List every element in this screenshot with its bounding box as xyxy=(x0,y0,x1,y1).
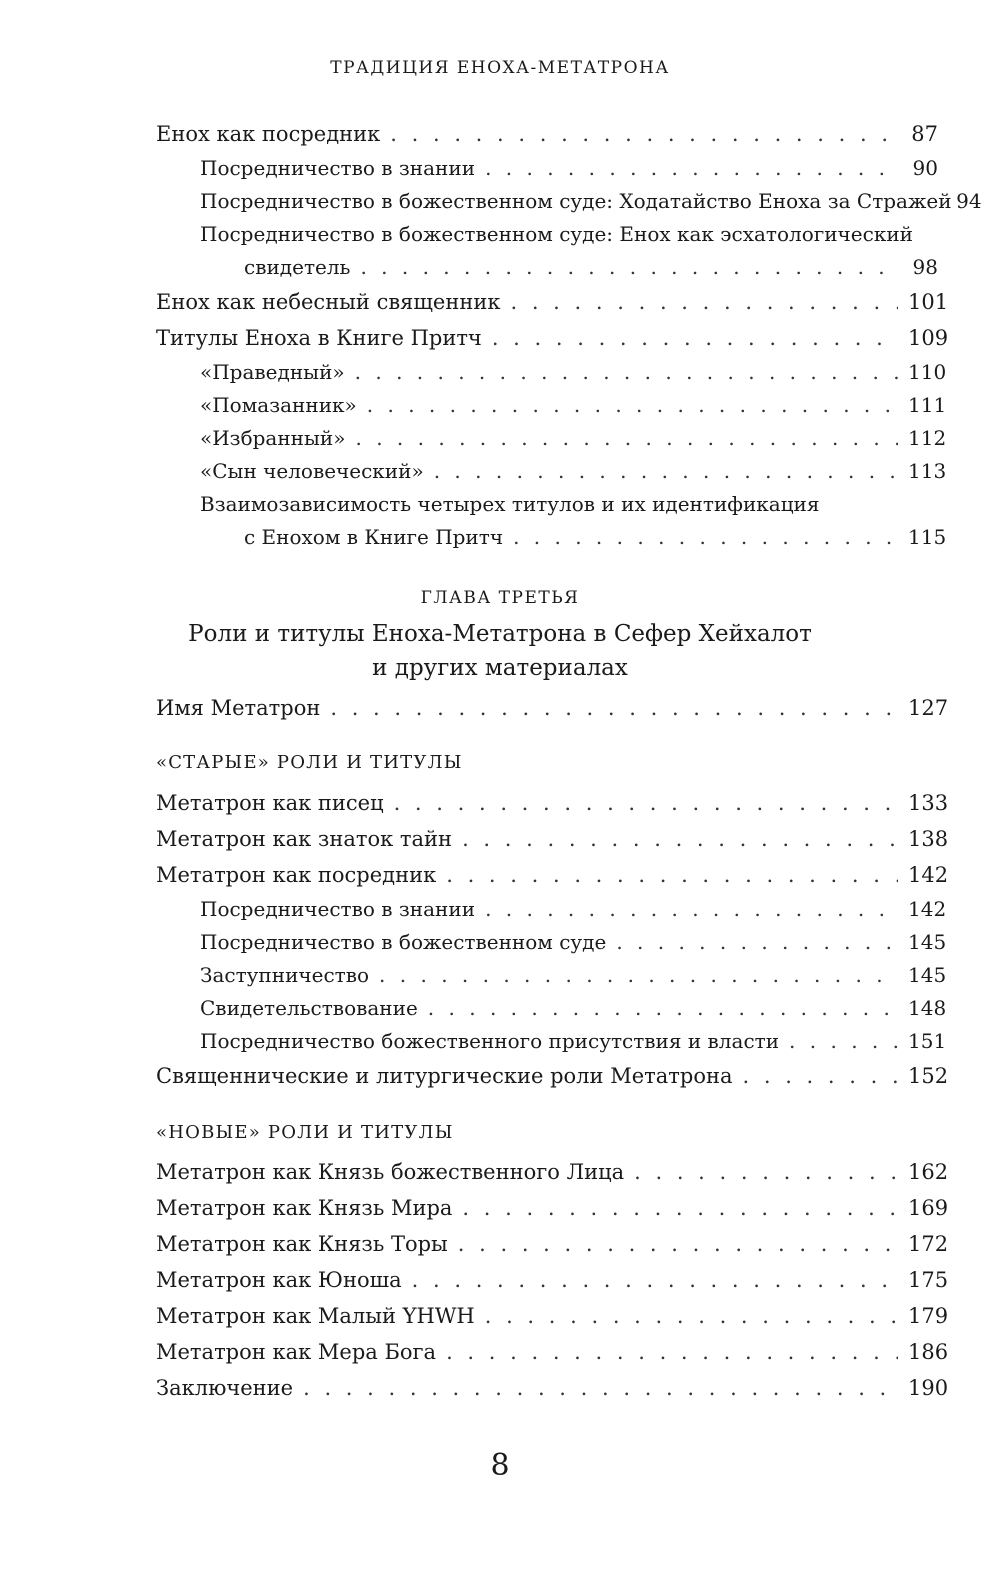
toc-entry-page: 190 xyxy=(908,1376,949,1400)
toc-leader-dots xyxy=(412,1262,898,1298)
toc-leader-dots xyxy=(446,1334,898,1370)
toc-leader-dots xyxy=(462,821,898,857)
toc-leader-dots xyxy=(462,1190,898,1226)
toc-section-new-roles xyxy=(156,1154,949,1406)
toc-leader-dots xyxy=(330,690,898,726)
toc-entry[interactable] xyxy=(156,1262,949,1298)
toc-entry-page: 169 xyxy=(908,1196,949,1220)
toc-entry-page: 148 xyxy=(908,996,947,1020)
toc-entry-page: 94 xyxy=(956,189,982,213)
toc-entry-title: Посредничество в знании xyxy=(200,156,476,180)
toc-leader-dots xyxy=(356,422,899,455)
section-heading-new-roles: «НОВЫЕ» РОЛИ И ТИТУЛЫ xyxy=(156,1122,454,1143)
toc-subentry[interactable] xyxy=(156,389,947,422)
toc-entry-title: «Избранный» xyxy=(200,426,346,450)
toc-entry[interactable] xyxy=(156,116,938,152)
toc-entry-title: Енох как небесный священник xyxy=(156,290,501,314)
toc-leader-dots xyxy=(634,1154,898,1190)
toc-entry-title: Метатрон как Малый YHWH xyxy=(156,1304,475,1328)
toc-entry-page: 101 xyxy=(908,290,949,314)
toc-entry[interactable] xyxy=(156,1190,949,1226)
chapter-title xyxy=(0,617,1000,685)
toc-leader-dots xyxy=(390,116,898,152)
toc-subentry[interactable] xyxy=(156,893,947,926)
chapter-label: ГЛАВА ТРЕТЬЯ xyxy=(420,588,580,608)
toc-entry-page: 151 xyxy=(908,1029,947,1053)
toc-entry-page: 110 xyxy=(908,360,947,384)
toc-leader-dots xyxy=(616,926,898,959)
toc-entry-title: «Помазанник» xyxy=(200,393,357,417)
toc-entry[interactable] xyxy=(156,1298,949,1334)
toc-entry-title: Титулы Еноха в Книге Притч xyxy=(156,326,482,350)
toc-leader-dots xyxy=(789,1025,898,1058)
toc-leader-dots xyxy=(367,389,898,422)
toc-subentry[interactable] xyxy=(156,455,947,488)
page-number: 8 xyxy=(490,1448,510,1483)
toc-entry-title: Метатрон как посредник xyxy=(156,863,437,887)
toc-entry-title: Метатрон как Мера Бога xyxy=(156,1340,437,1364)
toc-leader-dots xyxy=(510,284,898,320)
toc-subentry[interactable] xyxy=(156,152,938,185)
chapter-title-line: и других материалах xyxy=(372,655,628,681)
toc-entry-title: Посредничество в божественном суде: Енох как эсхатологический xyxy=(200,222,913,246)
toc-leader-dots xyxy=(458,1226,898,1262)
toc-entry-page: 145 xyxy=(908,963,947,987)
toc-entry-title: Метатрон как знаток тайн xyxy=(156,827,453,851)
toc-entry[interactable] xyxy=(156,1154,949,1190)
toc-entry-title: Посредничество в божественном суде xyxy=(200,930,607,954)
chapter-title-line: Роли и титулы Еноха-Метатрона в Сефер Хейхалот xyxy=(188,621,812,647)
running-head: ТРАДИЦИЯ ЕНОХА-МЕТАТРОНА xyxy=(330,58,670,78)
toc-entry[interactable] xyxy=(156,284,949,320)
toc-entry-title: Имя Метатрон xyxy=(156,696,321,720)
toc-leader-dots xyxy=(303,1370,898,1406)
toc-leader-dots xyxy=(485,1298,898,1334)
toc-entry-title: Метатрон как Юноша xyxy=(156,1268,402,1292)
toc-entry-title: «Сын человеческий» xyxy=(200,459,424,483)
toc-entry[interactable] xyxy=(156,1058,949,1094)
toc-leader-dots xyxy=(492,320,898,356)
toc-entry-page: 111 xyxy=(908,393,947,417)
toc-entry-page: 138 xyxy=(908,827,949,851)
toc-entry-page: 90 xyxy=(912,156,938,180)
toc-leader-dots xyxy=(485,152,898,185)
toc-leader-dots xyxy=(446,857,898,893)
toc-subentry-first-line[interactable] xyxy=(156,218,938,251)
toc-subentry-continuation[interactable] xyxy=(156,521,947,554)
toc-subentry[interactable] xyxy=(156,356,947,389)
toc-subentry-continuation[interactable] xyxy=(156,251,938,284)
toc-subentry[interactable] xyxy=(156,992,947,1025)
toc-entry-page: 127 xyxy=(908,696,949,720)
toc-leader-dots xyxy=(379,959,898,992)
toc-entry[interactable] xyxy=(156,785,949,821)
toc-entry-page: 109 xyxy=(908,326,949,350)
toc-entry[interactable] xyxy=(156,1226,949,1262)
toc-subentry[interactable] xyxy=(156,185,982,218)
toc-entry[interactable] xyxy=(156,690,949,726)
toc-entry[interactable] xyxy=(156,821,949,857)
toc-subentry[interactable] xyxy=(156,959,947,992)
toc-leader-dots xyxy=(513,521,898,554)
toc-entry[interactable] xyxy=(156,1370,949,1406)
toc-subentry[interactable] xyxy=(156,422,947,455)
toc-entry-page: 162 xyxy=(908,1160,949,1184)
toc-leader-dots xyxy=(394,785,898,821)
toc-section-chapter-two xyxy=(156,116,982,554)
toc-section-old-roles xyxy=(156,785,949,1094)
toc-leader-dots xyxy=(743,1058,899,1094)
toc-entry-page: 179 xyxy=(908,1304,949,1328)
toc-entry-title: Взаимозависимость четырех титулов и их идентификация xyxy=(200,492,820,516)
toc-entry[interactable] xyxy=(156,857,949,893)
toc-entry-title: Енох как посредник xyxy=(156,122,381,146)
toc-entry-page: 145 xyxy=(908,930,947,954)
toc-subentry-first-line[interactable] xyxy=(156,488,938,521)
toc-entry-page: 98 xyxy=(912,255,938,279)
toc-entry-title: Свидетельствование xyxy=(200,996,418,1020)
toc-entry-page: 113 xyxy=(908,459,947,483)
toc-entry-page: 152 xyxy=(908,1064,949,1088)
toc-entry-page: 186 xyxy=(908,1340,949,1364)
toc-entry-page: 133 xyxy=(908,791,949,815)
toc-entry-page: 87 xyxy=(911,122,938,146)
toc-entry[interactable] xyxy=(156,320,949,356)
toc-entry-title: Посредничество в божественном суде: Ходатайство Еноха за Стражей xyxy=(200,189,952,213)
toc-entry-title: Посредничество божественного присутствия и власти xyxy=(200,1029,780,1053)
toc-leader-dots xyxy=(485,893,898,926)
toc-entry-page: 142 xyxy=(908,897,947,921)
toc-entry-title: Заключение xyxy=(156,1376,294,1400)
toc-entry-title: Священнические и литургические роли Метатрона xyxy=(156,1064,733,1088)
toc-leader-dots xyxy=(360,251,898,284)
toc-leader-dots xyxy=(428,992,898,1025)
toc-entry-title: Метатрон как Князь Мира xyxy=(156,1196,453,1220)
toc-subentry[interactable] xyxy=(156,1025,947,1058)
toc-entry-title: Посредничество в знании xyxy=(200,897,476,921)
toc-entry-title: свидетель xyxy=(244,255,351,279)
toc-subentry[interactable] xyxy=(156,926,947,959)
toc-entry-title: «Праведный» xyxy=(200,360,345,384)
toc-section-name xyxy=(156,690,949,726)
toc-entry[interactable] xyxy=(156,1334,949,1370)
toc-entry-page: 115 xyxy=(908,525,947,549)
toc-entry-page: 172 xyxy=(908,1232,949,1256)
section-heading-old-roles: «СТАРЫЕ» РОЛИ И ТИТУЛЫ xyxy=(156,752,463,773)
toc-entry-title: Метатрон как Князь божественного Лица xyxy=(156,1160,625,1184)
toc-entry-page: 142 xyxy=(908,863,949,887)
toc-entry-title: Метатрон как Князь Торы xyxy=(156,1232,448,1256)
toc-leader-dots xyxy=(434,455,898,488)
toc-entry-title: Метатрон как писец xyxy=(156,791,384,815)
toc-entry-page: 175 xyxy=(908,1268,949,1292)
toc-entry-page: 112 xyxy=(908,426,947,450)
toc-entry-title: Заступничество xyxy=(200,963,370,987)
toc-entry-title: с Енохом в Книге Притч xyxy=(244,525,504,549)
toc-leader-dots xyxy=(355,356,898,389)
